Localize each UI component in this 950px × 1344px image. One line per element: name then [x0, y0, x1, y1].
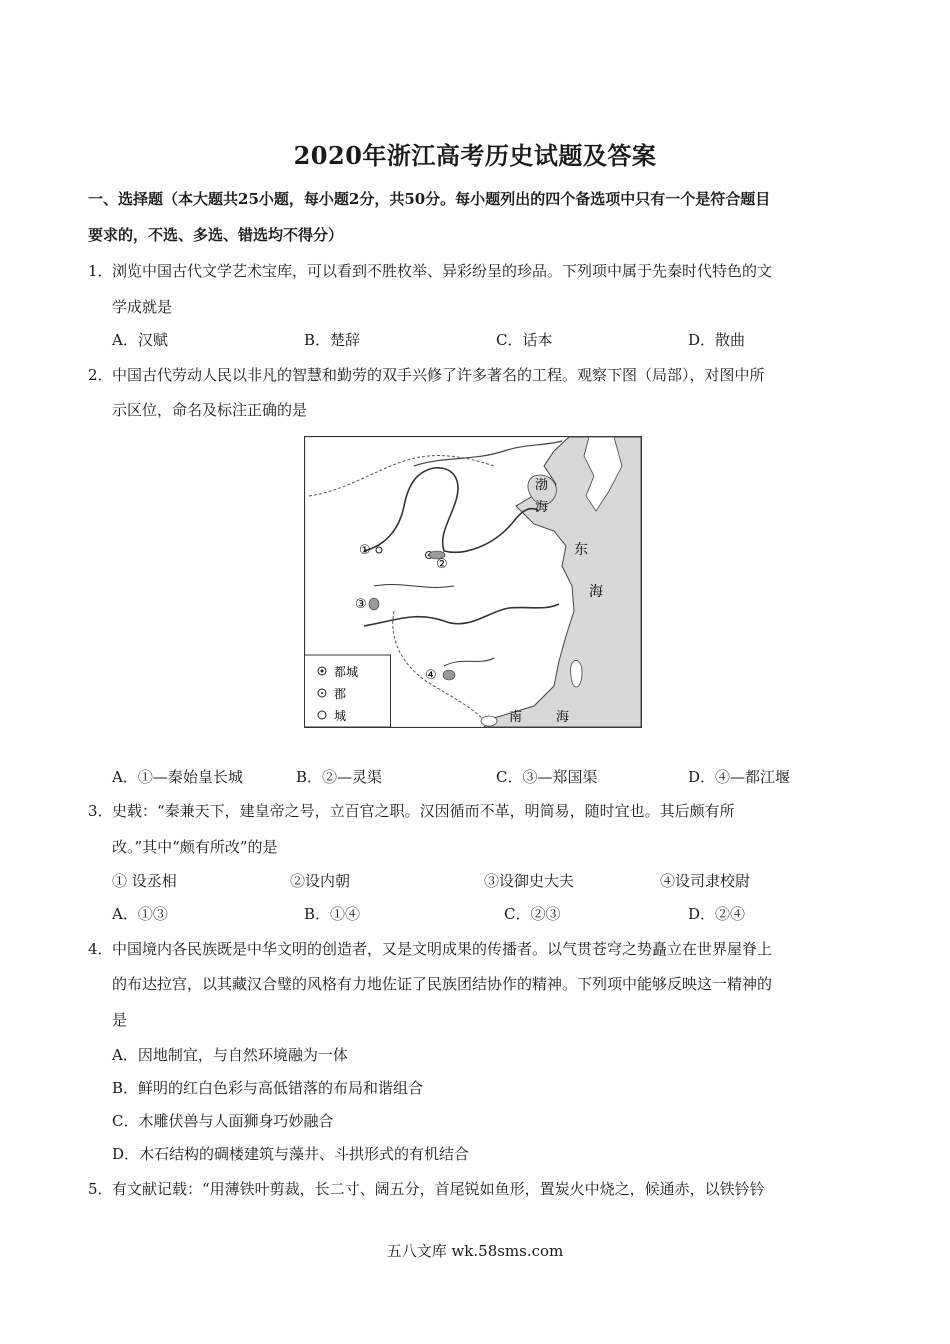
- legend-label: 都城: [334, 665, 359, 679]
- question-text: 改。”其中“颇有所改”的是: [112, 838, 278, 856]
- option-d: D．②④: [688, 905, 746, 923]
- question-text: 有文献记载：“用薄铁叶剪裁，长二寸、阔五分，首尾锐如鱼形，置炭火中烧之，候通赤，以铁钤钤: [112, 1180, 765, 1198]
- legend-label: 城: [334, 709, 347, 723]
- option-a: A．因地制宜，与自然环境融为一体: [112, 1046, 348, 1064]
- legend-label: 郡: [334, 687, 347, 701]
- question-number: 3．: [88, 802, 113, 820]
- map-label: 南: [509, 710, 523, 725]
- map-label: 海: [535, 500, 549, 515]
- option-c: C．②③: [504, 905, 561, 923]
- question-number: 2．: [88, 366, 113, 384]
- hainan-island: [481, 716, 497, 726]
- marker-1: ①: [359, 543, 371, 558]
- section-heading-line2: 要求的，不选、多选、错选均不得分）: [88, 226, 344, 244]
- taiwan-island: [571, 660, 582, 687]
- choice-item: ③设御史大夫: [484, 872, 575, 890]
- question-text: 史载：“秦兼天下，建皇帝之号，立百官之职。汉因循而不革，明简易，随时宜也。其后颇有所: [112, 802, 735, 820]
- option-a: A．①③: [112, 905, 168, 923]
- option-d: D．木石结构的碉楼建筑与藻井、斗拱形式的有机结合: [112, 1145, 470, 1163]
- choice-item: ① 设丞相: [112, 872, 177, 890]
- question-number: 5．: [88, 1180, 113, 1198]
- map-svg: [304, 436, 642, 728]
- option-b: B．①④: [304, 905, 361, 923]
- question-text: 示区位，命名及标注正确的是: [112, 401, 308, 419]
- map-label: 渤: [535, 478, 549, 493]
- question-text: 的布达拉宫，以其藏汉合璧的风格有力地佐证了民族团结协作的精神。下列项中能够反映这一精神的: [112, 975, 773, 993]
- option-b: B．②—灵渠: [296, 768, 383, 786]
- option-a: A．①—秦始皇长城: [112, 768, 243, 786]
- question-number: 4．: [88, 940, 113, 958]
- choice-item: ④设司隶校尉: [660, 872, 751, 890]
- marker-4: ④: [425, 668, 437, 683]
- option-a: A．汉赋: [112, 331, 168, 349]
- hatched-area: [369, 598, 379, 610]
- option-d: D．散曲: [688, 331, 746, 349]
- china-map-figure: [304, 436, 642, 728]
- page-title: 2020年浙江高考历史试题及答案: [293, 141, 657, 170]
- option-b: B．鲜明的红白色彩与高低错落的布局和谐组合: [112, 1079, 424, 1097]
- question-text: 浏览中国古代文学艺术宝库，可以看到不胜枚举、异彩纷呈的珍品。下列项中属于先秦时代特色的文: [112, 262, 773, 280]
- question-text: 中国境内各民族既是中华文明的创造者，又是文明成果的传播者。以气贯苍穹之势矗立在世界屋脊上: [112, 940, 773, 958]
- choice-item: ②设内朝: [290, 872, 351, 890]
- section-heading-line1: 一、选择题（本大题共25小题，每小题2分，共50分。每小题列出的四个备选项中只有一个是符合题目: [88, 190, 771, 208]
- map-label: 东: [574, 542, 588, 558]
- map-label: 海: [589, 584, 603, 600]
- option-b: B．楚辞: [304, 331, 361, 349]
- map-label: 海: [556, 710, 570, 725]
- option-c: C．话本: [496, 331, 553, 349]
- question-number: 1．: [88, 262, 113, 280]
- page-footer: 五八文库 wk.58sms.com: [386, 1242, 564, 1260]
- question-text: 中国古代劳动人民以非凡的智慧和勤劳的双手兴修了许多著名的工程。观察下图（局部），对图中所: [112, 366, 765, 384]
- marker-2: ②: [436, 557, 448, 572]
- question-text: 是: [112, 1011, 128, 1029]
- option-c: C．③—郑国渠: [496, 768, 598, 786]
- question-text: 学成就是: [112, 298, 173, 316]
- option-c: C．木雕伏兽与人面狮身巧妙融合: [112, 1112, 334, 1130]
- marker-3: ③: [355, 597, 367, 612]
- option-d: D．④—都江堰: [688, 768, 791, 786]
- hatched-area: [443, 670, 455, 680]
